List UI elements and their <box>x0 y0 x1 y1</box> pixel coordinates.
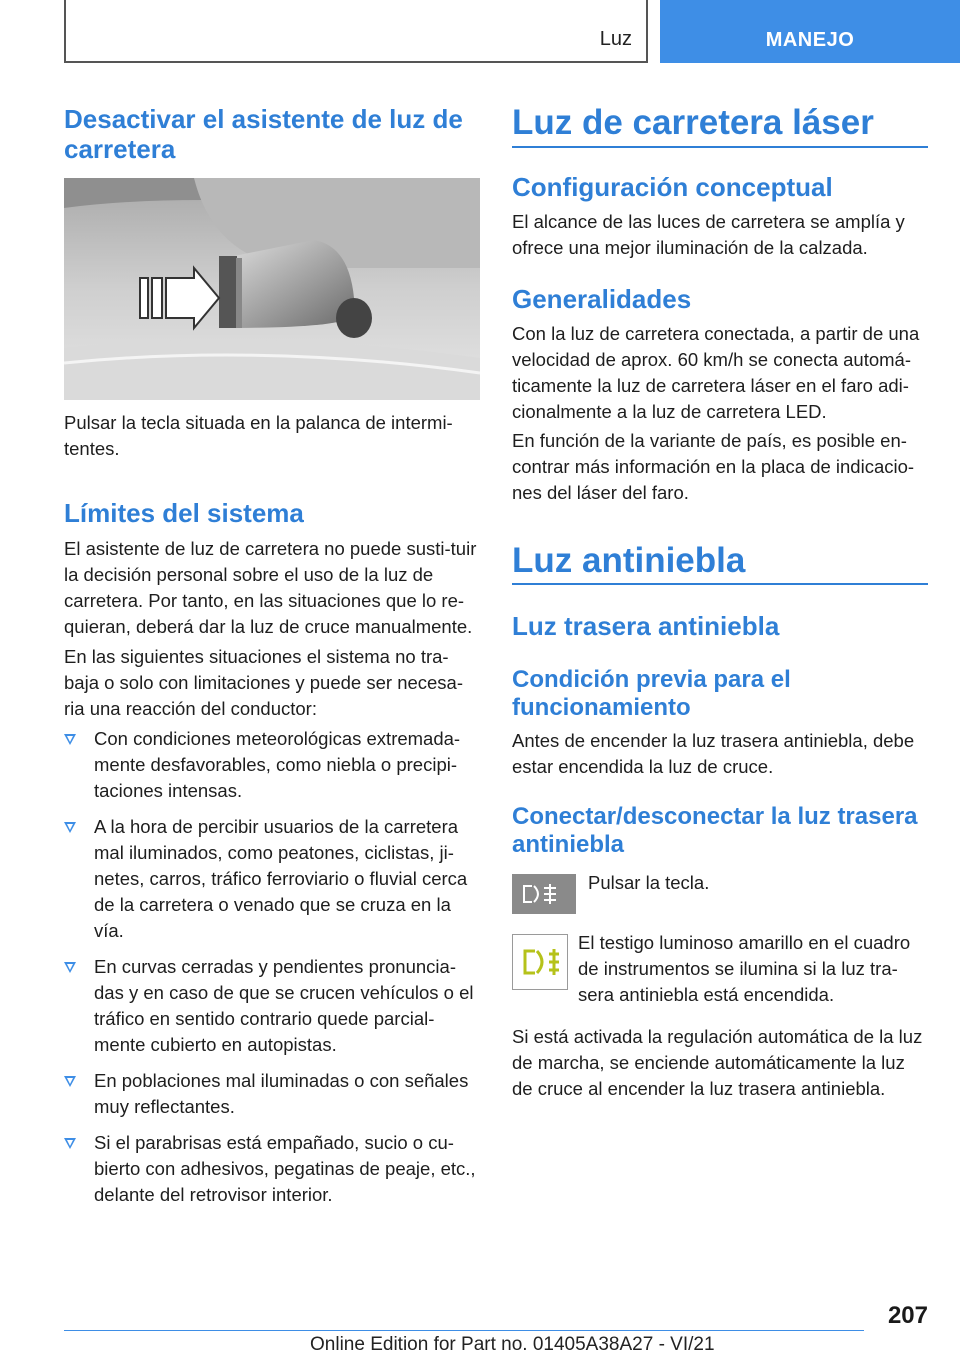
fog-indicator-lamp-icon <box>512 934 568 990</box>
heading-precondition: Condición previa para el funcionamiento <box>512 666 791 721</box>
rear-fog-symbol-icon <box>512 874 576 914</box>
list-item <box>64 726 480 804</box>
footer-edition: Online Edition for Part no. 01405A38A27 - VI/21 <box>310 1334 715 1355</box>
section-rule <box>512 583 928 585</box>
page-number: 207 <box>887 1302 928 1329</box>
header-section-title: Luz <box>599 28 632 50</box>
footer-rule <box>64 1330 864 1331</box>
triangle-bullet-icon <box>64 1076 76 1087</box>
list-item-text: Con condiciones meteorológicas extremada-mente desfavorables, como niebla o precipi-taciones intensas. <box>94 728 461 801</box>
paragraph-auto-regulation: Si está activada la regulación automática de la luz de marcha, se enciende automáticamente la luz de cruce al encender la luz trasera antiniebla. <box>512 1026 923 1099</box>
list-item <box>64 954 480 1058</box>
heading-concept: Configuración conceptual <box>512 172 833 202</box>
heading-toggle-fog-light: Conectar/desconectar la luz trasera antiniebla <box>512 803 918 858</box>
triangle-bullet-icon <box>64 1138 76 1149</box>
paragraph-precondition: Antes de encender la luz trasera antiniebla, debe estar encendida la luz de cruce. <box>512 730 915 777</box>
amber-fog-indicator-icon <box>513 935 567 989</box>
triangle-bullet-icon <box>64 734 76 745</box>
paragraph-indicator: El testigo luminoso amarillo en el cuadro de instrumentos se ilumina si la luz tra-sera antiniebla está encendida. <box>578 932 911 1005</box>
section-rule <box>512 146 928 148</box>
list-item-text: En curvas cerradas y pendientes pronuncia-das y en caso de que se crucen vehículos o el tráfico en sentido contrario quede parcial-mente cubierto en autopistas. <box>94 956 474 1055</box>
triangle-bullet-icon <box>64 822 76 833</box>
paragraph-concept: El alcance de las luces de carretera se amplía y ofrece una mejor iluminación de la calzada. <box>512 211 905 258</box>
limits-list <box>64 726 480 1208</box>
paragraph-limits-1: El asistente de luz de carretera no puede susti-tuir la decisión personal sobre el uso de la luz de carretera. Por tanto, en las situaciones que lo re-quieran, deberá dar la luz de cruce manualmente. <box>64 538 477 637</box>
header-box <box>64 0 648 63</box>
list-item <box>64 814 480 944</box>
list-item-text: A la hora de percibir usuarios de la carretera mal iluminados, como peatones, ciclistas, ji-netes, carros, tráfico ferroviario o fluvial cerca de la carretera o venado que se cruza en la vía. <box>94 816 468 941</box>
heading-laser-high-beam: Luz de carretera láser <box>512 103 874 142</box>
chapter-tab[interactable]: MANEJO <box>660 0 960 63</box>
paragraph-limits-2: En las siguientes situaciones el sistema no tra-baja o solo con limitaciones y puede ser necesa-ria una reacción del conductor: <box>64 646 464 719</box>
heading-system-limits: Límites del sistema <box>64 498 304 528</box>
paragraph-general-1: Con la luz de carretera conectada, a partir de una velocidad de aprox. 60 km/h se conecta automá-ticamente la luz de carretera láser en el faro adi-cionalmente a la luz de carretera LED. <box>512 323 920 422</box>
turn-signal-lever-photo <box>64 178 480 400</box>
heading-rear-fog-light: Luz trasera antiniebla <box>512 611 780 641</box>
paragraph-press-button: Pulsar la tecla situada en la palanca de intermi-tentes. <box>64 412 453 459</box>
heading-general: Generalidades <box>512 284 692 314</box>
list-item-text: Si el parabrisas está empañado, sucio o cu-bierto con adhesivos, pegatinas de peaje, etc., delante del retrovisor interior. <box>94 1132 476 1205</box>
paragraph-general-2: En función de la variante de país, es posible en-contrar más información en la placa de indicacio-nes del láser del faro. <box>512 430 915 503</box>
lever-illustration <box>64 178 480 400</box>
triangle-bullet-icon <box>64 962 76 973</box>
heading-fog-light: Luz antiniebla <box>512 541 746 580</box>
list-item <box>64 1068 480 1120</box>
paragraph-press-key: Pulsar la tecla. <box>588 872 710 893</box>
list-item-text: En poblaciones mal iluminadas o con señales muy reflectantes. <box>94 1070 469 1117</box>
rear-fog-light-button-icon <box>512 874 576 914</box>
heading-deactivate-assistant: Desactivar el asistente de luz de carretera <box>64 104 463 164</box>
list-item <box>64 1130 480 1208</box>
